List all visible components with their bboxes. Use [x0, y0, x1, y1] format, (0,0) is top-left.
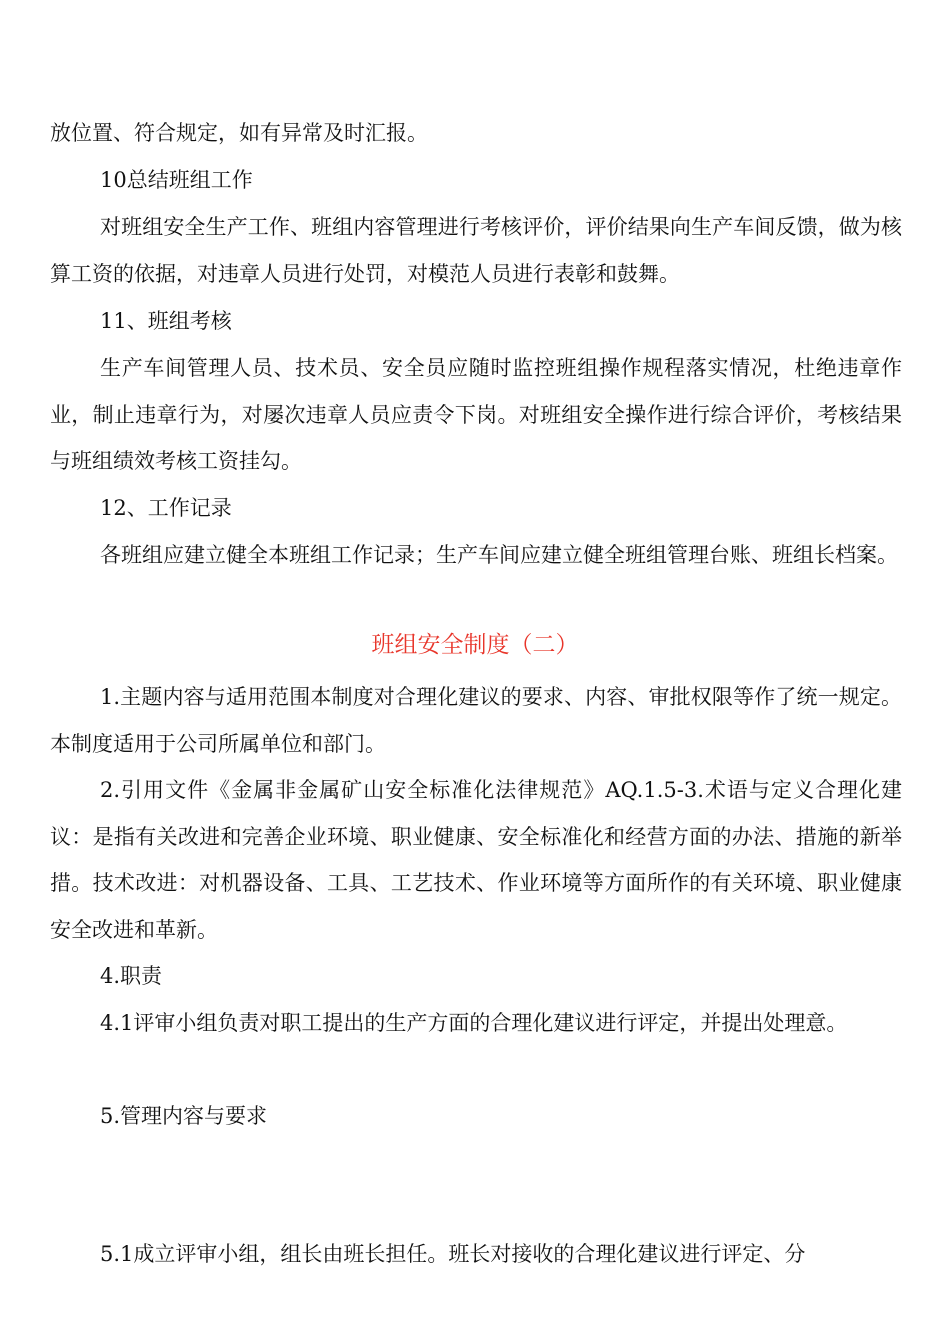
item-11-heading: 11、班组考核 — [100, 309, 232, 333]
clause-2: 2.引用文件《金属非金属矿山安全标准化法律规范》AQ.1.5-3.术语与定义合理化建议：是指有关改进和完善企业环境、职业健康、安全标准化和经营方面的办法、措施的新举措。技术改进：对机器设备、工具、工艺技术、作业环境等方面所作的有关环境、职业健康安全改进和革新。 — [50, 778, 902, 942]
item-12-body: 各班组应建立健全本班组工作记录；生产车间应建立健全班组管理台账、班组长档案。 — [100, 543, 898, 567]
item-11-body: 生产车间管理人员、技术员、安全员应随时监控班组操作规程落实情况，杜绝违章作业，制止违章行为，对屡次违章人员应责令下岗。对班组安全操作进行综合评价，考核结果与班组绩效考核工资挂勾。 — [50, 356, 902, 473]
clause-5-heading: 5.管理内容与要求 — [100, 1104, 268, 1128]
clause-1: 1.主题内容与适用范围本制度对合理化建议的要求、内容、审批权限等作了统一规定。本制度适用于公司所属单位和部门。 — [50, 685, 902, 756]
clause-4-1: 4.1评审小组负责对职工提出的生产方面的合理化建议进行评定，并提出处理意。 — [100, 1011, 848, 1035]
section-title: 班组安全制度（二） — [371, 632, 579, 658]
item-12-heading: 12、工作记录 — [100, 496, 232, 520]
clause-5-1: 5.1成立评审小组，组长由班长担任。班长对接收的合理化建议进行评定、分 — [100, 1242, 806, 1266]
item-10-body: 对班组安全生产工作、班组内容管理进行考核评价，评价结果向生产车间反馈，做为核算工资的依据，对违章人员进行处罚，对模范人员进行表彰和鼓舞。 — [50, 215, 902, 286]
clause-4-heading: 4.职责 — [100, 964, 163, 988]
item-10-heading: 10总结班组工作 — [100, 168, 253, 192]
paragraph-continuation: 放位置、符合规定，如有异常及时汇报。 — [50, 121, 428, 145]
